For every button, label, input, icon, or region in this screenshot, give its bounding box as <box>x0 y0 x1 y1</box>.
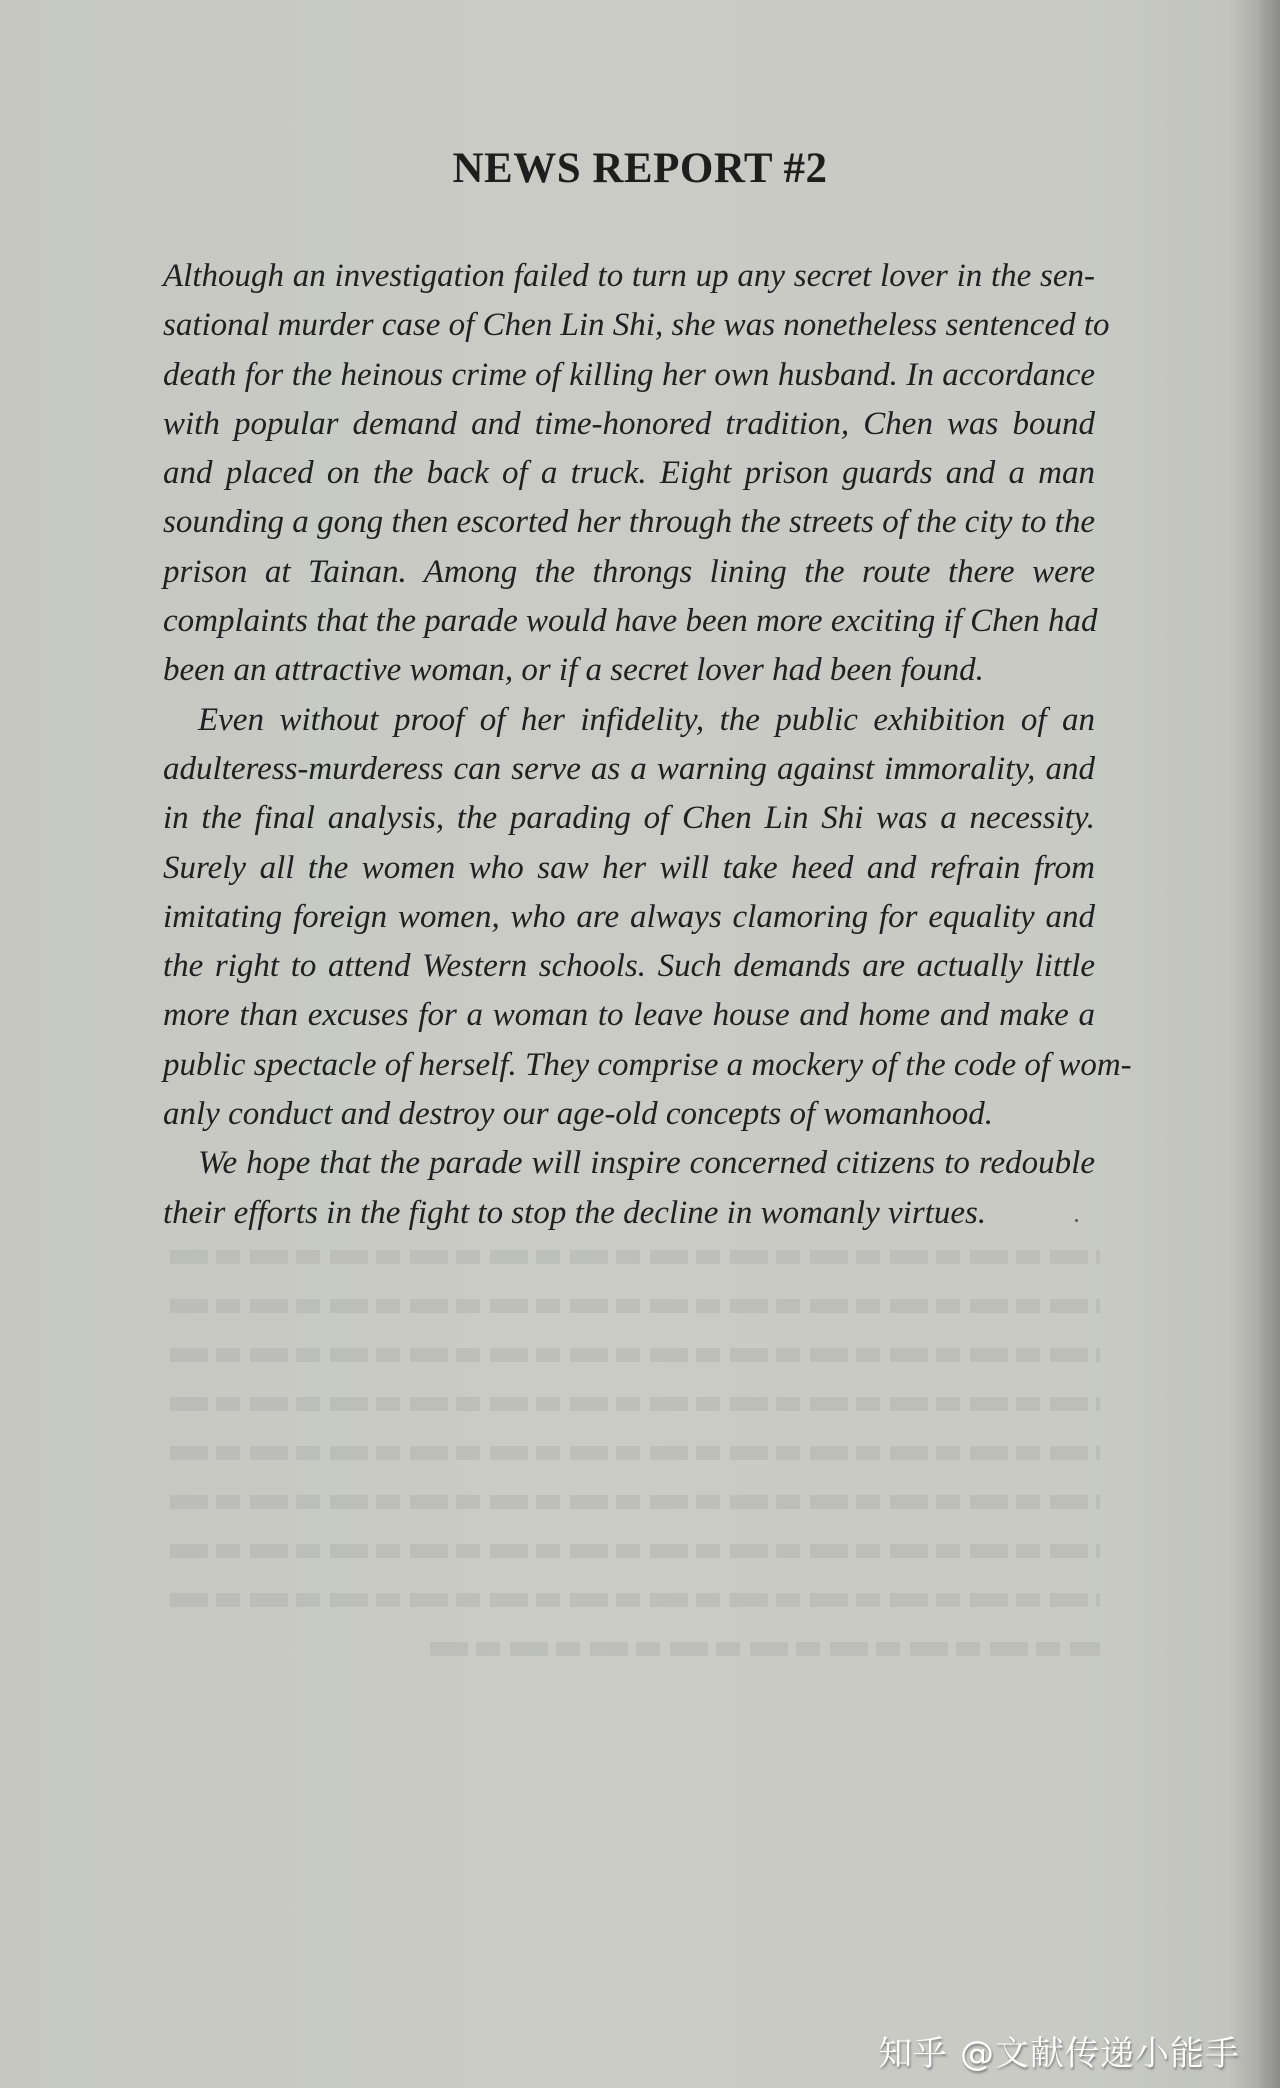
text-line: complaints that the parade would have been more exciting if Chen had <box>163 603 1098 640</box>
text-line: more than excuses for a woman to leave house and home and make a <box>163 997 1095 1034</box>
text-line: anly conduct and destroy our age-old concepts of womanhood. <box>163 1096 994 1133</box>
text-line: sounding a gong then escorted her through the streets of the city to the <box>163 504 1095 541</box>
text-line: prison at Tainan. Among the throngs lining the route there were <box>163 553 1095 590</box>
paragraph-1 <box>163 252 1110 696</box>
text-line: their efforts in the fight to stop the decline in womanly virtues. <box>163 1194 987 1231</box>
text-line: We hope that the parade will inspire concerned citizens to redouble <box>198 1145 1095 1182</box>
scan-speck <box>1075 1219 1078 1222</box>
text-line: imitating foreign women, who are always clamoring for equality and <box>163 898 1095 935</box>
text-line: with popular demand and time-honored tradition, Chen was bound <box>163 405 1095 442</box>
text-line: been an attractive woman, or if a secret lover had been found. <box>163 652 984 689</box>
page-edge-shadow <box>1258 0 1280 2088</box>
text-line: public spectacle of herself. They comprise a mockery of the code of wom- <box>163 1046 1132 1083</box>
text-line: in the final analysis, the parading of Chen Lin Shi was a necessity. <box>163 800 1095 837</box>
paragraph-2 <box>163 696 1132 1140</box>
zhihu-watermark: 知乎 @文献传递小能手 <box>878 2034 1240 2074</box>
text-line: Although an investigation failed to turn up any secret lover in the sen- <box>163 258 1095 294</box>
text-line: adulteress-murderess can serve as a warning against immorality, and <box>163 750 1095 787</box>
text-line: the right to attend Western schools. Such demands are actually little <box>163 948 1095 985</box>
text-line: and placed on the back of a truck. Eight prison guards and a man <box>163 455 1095 492</box>
text-line: Even without proof of her infidelity, the public exhibition of an <box>198 701 1095 738</box>
text-line: Surely all the women who saw her will take heed and refrain from <box>163 849 1095 886</box>
page-title: NEWS REPORT #2 <box>452 145 828 192</box>
article-body <box>163 252 1132 1238</box>
paragraph-3 <box>163 1139 1095 1238</box>
text-line: death for the heinous crime of killing her own husband. In accordance <box>163 356 1095 393</box>
bleed-through-text <box>170 1250 1100 1720</box>
text-line: sational murder case of Chen Lin Shi, she was nonetheless sentenced to <box>163 307 1110 344</box>
